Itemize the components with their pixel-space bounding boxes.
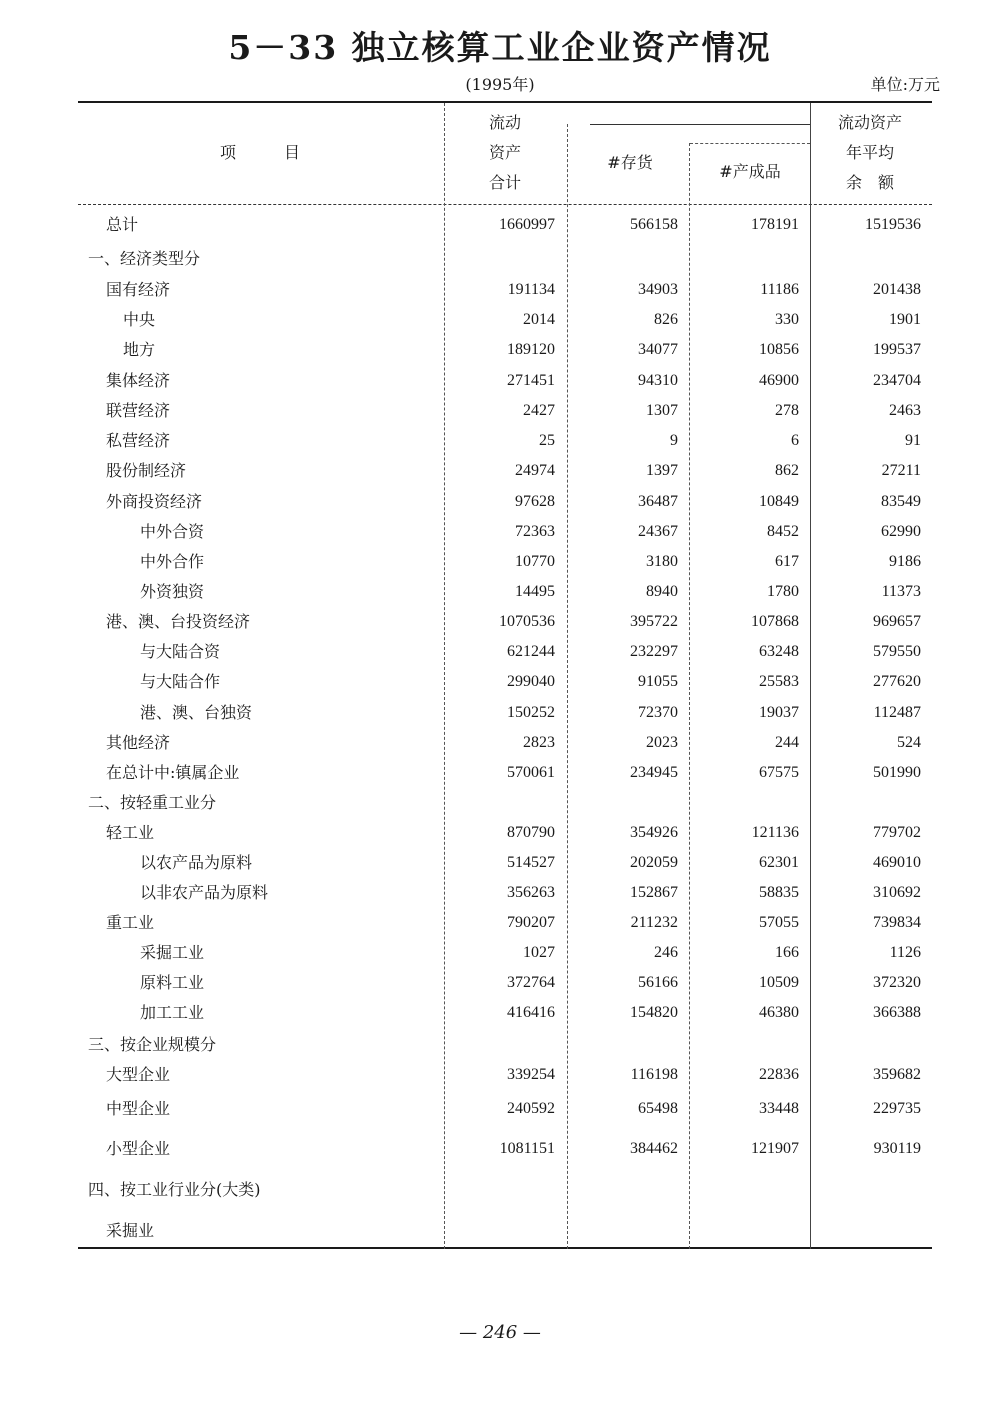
table-row	[78, 607, 932, 637]
row-value-col2: 9	[670, 432, 678, 449]
header-col4-line1: 流动资产	[837, 113, 902, 132]
row-value-col2: 34903	[638, 281, 678, 298]
row-value-col1: 2427	[523, 402, 555, 419]
row-label: 总计	[106, 215, 139, 234]
bottom-rule	[78, 1247, 932, 1249]
row-value-col3: 58835	[759, 884, 799, 901]
row-label: 中央	[123, 310, 156, 329]
row-value-col3: 278	[775, 402, 799, 419]
row-value-col3: 107868	[751, 613, 799, 630]
row-value-col2: 24367	[638, 523, 678, 540]
row-label: 以非农产品为原料	[140, 883, 269, 902]
table-row	[78, 517, 932, 547]
row-value-col1: 790207	[507, 914, 555, 931]
row-value-col4: 112487	[873, 704, 921, 721]
row-value-col1: 356263	[507, 884, 555, 901]
row-value-col2: 354926	[630, 824, 678, 841]
year-label: (1995年)	[465, 75, 535, 94]
row-label: 国有经济	[106, 280, 171, 299]
row-value-col1: 621244	[507, 643, 555, 660]
table-row	[78, 968, 932, 998]
row-value-col1: 2014	[523, 311, 555, 328]
row-value-col2: 566158	[630, 216, 678, 233]
row-value-col1: 1070536	[499, 613, 555, 630]
row-label: 地方	[123, 340, 156, 359]
row-value-col4: 2463	[889, 402, 921, 419]
row-label: 股份制经济	[106, 461, 187, 480]
header-subrule-2	[690, 143, 810, 144]
row-value-col4: 366388	[873, 1004, 921, 1021]
row-value-col1: 10770	[515, 553, 555, 570]
row-value-col3: 862	[775, 462, 799, 479]
row-value-col3: 22836	[759, 1066, 799, 1083]
table-row	[78, 366, 932, 396]
row-value-col3: 46900	[759, 372, 799, 389]
row-value-col2: 234945	[630, 764, 678, 781]
unit-label: 单位:万元	[870, 75, 940, 94]
row-value-col2: 8940	[646, 583, 678, 600]
row-value-col2: 384462	[630, 1140, 678, 1157]
row-label: 大型企业	[106, 1065, 171, 1084]
table-row	[78, 728, 932, 758]
row-value-col3: 11186	[760, 281, 799, 298]
table-row	[78, 335, 932, 365]
row-value-col1: 97628	[515, 493, 555, 510]
row-label: 集体经济	[106, 371, 171, 390]
table-row	[78, 698, 932, 728]
row-value-col2: 211232	[630, 914, 678, 931]
row-value-col1: 1660997	[499, 216, 555, 233]
table-row	[78, 908, 932, 938]
row-label: 港、澳、台独资	[140, 703, 253, 722]
table-row	[78, 758, 932, 788]
row-value-col3: 10509	[759, 974, 799, 991]
row-value-col2: 202059	[630, 854, 678, 871]
row-value-col4: 969657	[873, 613, 921, 630]
row-value-col1: 14495	[515, 583, 555, 600]
header-avg-balance	[820, 108, 920, 198]
row-value-col2: 1307	[646, 402, 678, 419]
row-value-col1: 72363	[515, 523, 555, 540]
row-value-col2: 34077	[638, 341, 678, 358]
row-value-col3: 244	[775, 734, 799, 751]
row-value-col4: 1901	[889, 311, 921, 328]
row-value-col2: 1397	[646, 462, 678, 479]
table-row	[78, 848, 932, 878]
row-value-col3: 10856	[759, 341, 799, 358]
row-value-col4: 372320	[873, 974, 921, 991]
table-row	[78, 938, 932, 968]
row-value-col4: 310692	[873, 884, 921, 901]
table-row	[78, 275, 932, 305]
page-number: — 246 —	[459, 1322, 541, 1343]
row-label: 与大陆合资	[140, 642, 221, 661]
row-value-col3: 62301	[759, 854, 799, 871]
row-value-col1: 870790	[507, 824, 555, 841]
row-value-col3: 19037	[759, 704, 799, 721]
row-value-col3: 1780	[767, 583, 799, 600]
row-value-col3: 10849	[759, 493, 799, 510]
table-row	[78, 1030, 932, 1060]
row-value-col3: 8452	[767, 523, 799, 540]
row-value-col4: 579550	[873, 643, 921, 660]
row-label: 联营经济	[106, 401, 171, 420]
row-label: 一、经济类型分	[88, 249, 201, 268]
table-row	[78, 878, 932, 908]
row-value-col3: 67575	[759, 764, 799, 781]
row-label: 二、按轻重工业分	[88, 793, 217, 812]
header-finished-goods: #产成品	[719, 162, 781, 181]
top-rule	[78, 101, 932, 103]
table-row	[78, 210, 932, 240]
row-value-col2: 152867	[630, 884, 678, 901]
row-label: 采掘工业	[140, 943, 205, 962]
row-value-col3: 617	[775, 553, 799, 570]
table-row	[78, 547, 932, 577]
row-value-col1: 514527	[507, 854, 555, 871]
row-label: 重工业	[106, 913, 155, 932]
row-value-col3: 330	[775, 311, 799, 328]
row-value-col4: 359682	[873, 1066, 921, 1083]
row-value-col1: 24974	[515, 462, 555, 479]
row-value-col1: 191134	[507, 281, 555, 298]
table-row	[78, 637, 932, 667]
header-col1-line2: 资产	[488, 143, 521, 162]
row-value-col4: 779702	[873, 824, 921, 841]
row-label: 采掘业	[106, 1221, 155, 1240]
row-value-col4: 91	[905, 432, 921, 449]
row-label: 在总计中:镇属企业	[106, 763, 240, 782]
table-row	[78, 1216, 932, 1246]
header-item: 项 目	[219, 143, 300, 162]
row-value-col2: 3180	[646, 553, 678, 570]
row-value-col4: 27211	[881, 462, 921, 479]
row-value-col3: 63248	[759, 643, 799, 660]
row-value-col2: 56166	[638, 974, 678, 991]
row-value-col4: 1519536	[865, 216, 921, 233]
row-label: 轻工业	[106, 823, 155, 842]
row-value-col1: 570061	[507, 764, 555, 781]
table-row	[78, 305, 932, 335]
header-col4-line3: 余 额	[845, 173, 894, 192]
row-value-col4: 234704	[873, 372, 921, 389]
row-value-col4: 199537	[873, 341, 921, 358]
table-row	[78, 1094, 932, 1124]
row-label: 其他经济	[106, 733, 171, 752]
row-value-col1: 189120	[507, 341, 555, 358]
row-value-col3: 33448	[759, 1100, 799, 1117]
header-rule	[78, 204, 932, 206]
table-row	[78, 998, 932, 1028]
row-value-col1: 299040	[507, 673, 555, 690]
row-value-col4: 930119	[873, 1140, 921, 1157]
row-value-col2: 94310	[638, 372, 678, 389]
row-value-col3: 46380	[759, 1004, 799, 1021]
header-subrule	[590, 124, 810, 125]
row-label: 原料工业	[140, 973, 205, 992]
row-value-col2: 2023	[646, 734, 678, 751]
row-value-col4: 277620	[873, 673, 921, 690]
row-label: 中外合作	[140, 552, 205, 571]
row-value-col1: 416416	[507, 1004, 555, 1021]
row-value-col1: 1027	[523, 944, 555, 961]
row-value-col4: 9186	[889, 553, 921, 570]
row-value-col4: 739834	[873, 914, 921, 931]
row-value-col1: 372764	[507, 974, 555, 991]
header-col1-line3: 合计	[488, 173, 521, 192]
table-row	[78, 1134, 932, 1164]
row-value-col1: 339254	[507, 1066, 555, 1083]
table-row	[78, 577, 932, 607]
row-value-col2: 395722	[630, 613, 678, 630]
row-label: 中外合资	[140, 522, 205, 541]
row-value-col2: 246	[654, 944, 678, 961]
row-value-col3: 121907	[751, 1140, 799, 1157]
row-label: 外资独资	[140, 582, 205, 601]
row-value-col1: 150252	[507, 704, 555, 721]
row-value-col4: 62990	[881, 523, 921, 540]
row-value-col1: 271451	[507, 372, 555, 389]
row-value-col1: 2823	[523, 734, 555, 751]
row-label: 三、按企业规模分	[88, 1035, 217, 1054]
row-label: 中型企业	[106, 1099, 171, 1118]
row-value-col2: 154820	[630, 1004, 678, 1021]
row-value-col2: 36487	[638, 493, 678, 510]
row-label: 加工工业	[140, 1003, 205, 1022]
row-value-col3: 57055	[759, 914, 799, 931]
row-label: 私营经济	[106, 431, 171, 450]
table-row	[78, 244, 932, 274]
row-value-col1: 25	[539, 432, 555, 449]
header-current-assets-total	[470, 108, 540, 198]
header-inventory: #存货	[607, 153, 653, 172]
row-value-col4: 83549	[881, 493, 921, 510]
row-value-col3: 178191	[751, 216, 799, 233]
row-value-col2: 826	[654, 311, 678, 328]
row-value-col4: 524	[897, 734, 921, 751]
table-title: 5－33 独立核算工业企业资产情况	[228, 28, 772, 67]
table-row	[78, 818, 932, 848]
row-value-col3: 121136	[751, 824, 799, 841]
row-value-col4: 469010	[873, 854, 921, 871]
row-value-col1: 240592	[507, 1100, 555, 1117]
row-label: 以农产品为原料	[140, 853, 253, 872]
row-value-col2: 232297	[630, 643, 678, 660]
row-label: 四、按工业行业分(大类)	[88, 1180, 261, 1199]
row-value-col4: 201438	[873, 281, 921, 298]
row-value-col4: 11373	[881, 583, 921, 600]
table-row	[78, 667, 932, 697]
table-row	[78, 1175, 932, 1205]
row-value-col3: 25583	[759, 673, 799, 690]
row-value-col3: 166	[775, 944, 799, 961]
table-row	[78, 1060, 932, 1090]
table-row	[78, 396, 932, 426]
table-row	[78, 487, 932, 517]
table-row	[78, 456, 932, 486]
row-value-col2: 72370	[638, 704, 678, 721]
row-label: 小型企业	[106, 1139, 171, 1158]
row-value-col2: 65498	[638, 1100, 678, 1117]
row-value-col4: 501990	[873, 764, 921, 781]
table-row	[78, 788, 932, 818]
row-value-col1: 1081151	[499, 1140, 555, 1157]
row-label: 与大陆合作	[140, 672, 221, 691]
header-col4-line2: 年平均	[845, 143, 894, 162]
header-col1-line1: 流动	[488, 113, 521, 132]
row-value-col4: 229735	[873, 1100, 921, 1117]
row-value-col3: 6	[791, 432, 799, 449]
row-value-col2: 116198	[630, 1066, 678, 1083]
row-value-col2: 91055	[638, 673, 678, 690]
row-value-col4: 1126	[889, 944, 921, 961]
row-label: 外商投资经济	[106, 492, 203, 511]
table-row	[78, 426, 932, 456]
row-label: 港、澳、台投资经济	[106, 612, 251, 631]
